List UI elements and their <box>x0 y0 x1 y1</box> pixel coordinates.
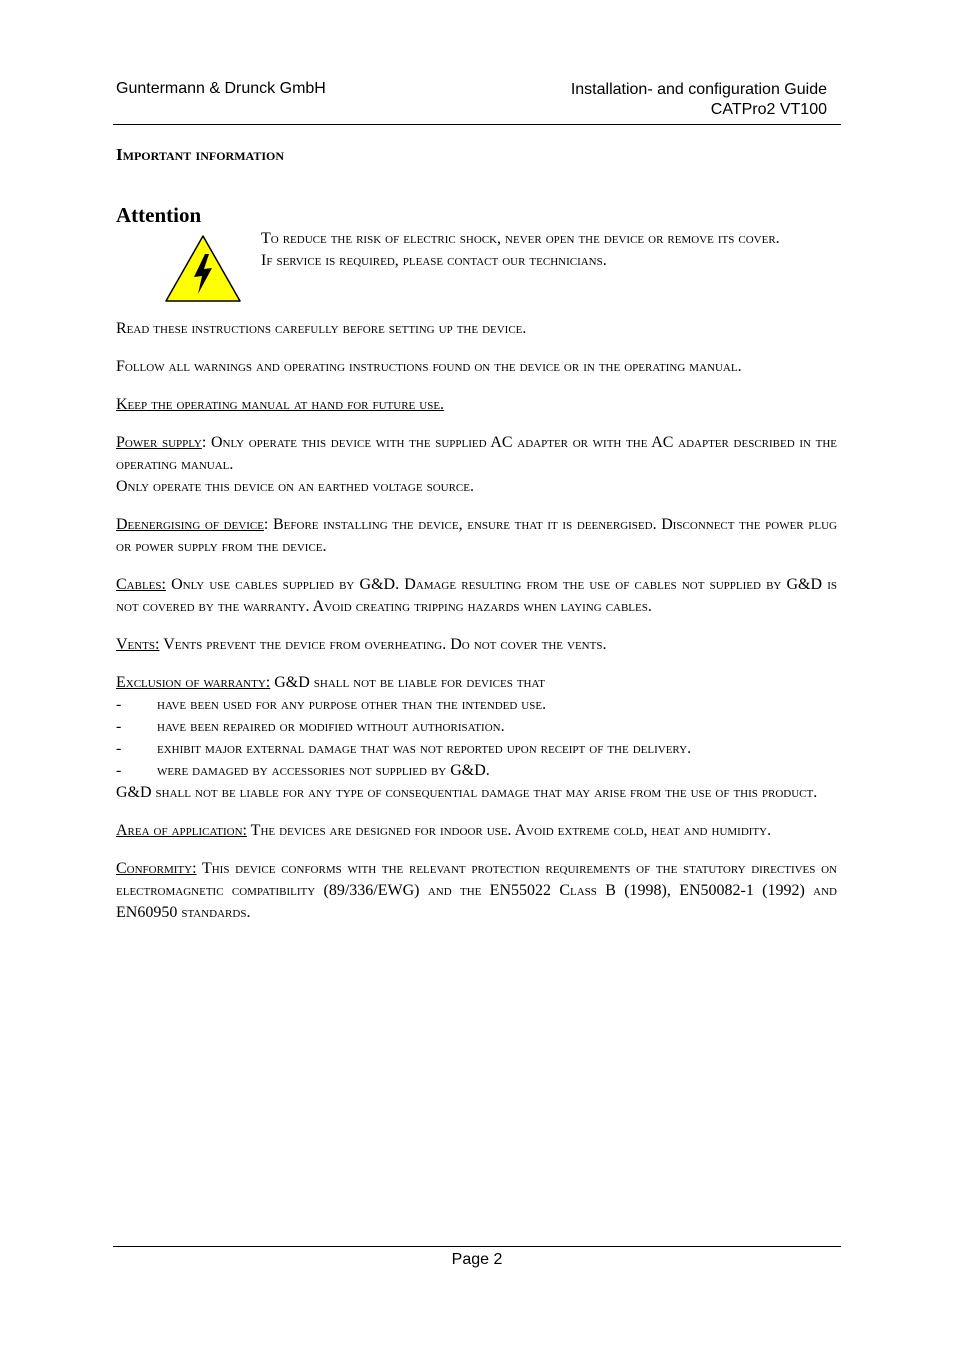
power-supply-label: Power supply <box>116 434 202 451</box>
header-doc-title: Installation- and configuration Guide <box>570 81 827 98</box>
footer-divider <box>113 1246 841 1247</box>
high-voltage-warning-icon <box>164 234 242 304</box>
attention-text <box>261 228 837 272</box>
page-number: Page 2 <box>451 1251 503 1268</box>
attention-line-2: If service is required, please contact our technicians. <box>261 252 607 269</box>
list-item: - exhibit major external damage that was not reported upon receipt of the delivery. <box>116 738 837 760</box>
cables-label: Cables: <box>116 576 166 593</box>
exclusion-list <box>116 694 837 782</box>
header-company: Guntermann & Drunck GmbH <box>116 80 326 97</box>
area-label: Area of application: <box>116 822 247 839</box>
list-item: - have been repaired or modified without authorisation. <box>116 716 837 738</box>
attention-line-1: To reduce the risk of electric shock, never open the device or remove its cover. <box>261 230 780 247</box>
page-content <box>116 144 837 940</box>
section-title: Important information <box>116 145 284 164</box>
deenergising-label: Deenergising of device <box>116 516 264 533</box>
attention-heading: Attention <box>116 203 202 227</box>
paragraph-keep: Keep the operating manual at hand for future use. <box>116 396 445 413</box>
paragraph-vents <box>116 634 837 656</box>
paragraph-follow: Follow all warnings and operating instructions found on the device or in the operating manual. <box>116 358 742 375</box>
power-supply-text: : Only operate this device with the supplied AC adapter or with the AC adapter described in the operating manual. <box>116 434 838 473</box>
conformity-text: This device conforms with the relevant protection requirements of the statutory directives on electromagnetic compatibility (89/336/EWG) and the EN55022 Class B (1998), EN50082-1 (1992) and EN60950 standards. <box>116 860 837 921</box>
paragraph-area <box>116 820 837 842</box>
exclusion-label: Exclusion of warranty: <box>116 674 271 691</box>
exclusion-after: G&D shall not be liable for any type of consequential damage that may arise from the use of this product. <box>116 784 818 801</box>
paragraph-power-supply <box>116 432 837 498</box>
list-item: - were damaged by accessories not supplied by G&D. <box>116 760 837 782</box>
paragraph-cables <box>116 574 837 618</box>
list-item: - have been used for any purpose other than the intended use. <box>116 694 837 716</box>
header-product: CATPro2 VT100 <box>710 101 827 118</box>
attention-block <box>116 228 837 318</box>
area-text: The devices are designed for indoor use. Avoid extreme cold, heat and humidity. <box>246 822 772 839</box>
conformity-label: Conformity: <box>116 860 197 877</box>
vents-label: Vents: <box>116 636 160 653</box>
vents-text: Vents prevent the device from overheating. Do not cover the vents. <box>159 636 607 653</box>
header-right <box>571 80 827 120</box>
paragraph-deenergising <box>116 514 837 558</box>
cables-text: Only use cables supplied by G&D. Damage resulting from the use of cables not supplied by G&D is not covered by the warranty. Avoid creating tripping hazards when laying cables. <box>116 576 837 615</box>
power-supply-text-2: Only operate this device on an earthed voltage source. <box>116 478 474 495</box>
deenergising-text: : Before installing the device, ensure that it is deenergised. Disconnect the power plug or power supply from the device. <box>116 516 837 555</box>
exclusion-text: G&D shall not be liable for devices that <box>270 674 545 691</box>
header-divider <box>113 124 841 125</box>
paragraph-exclusion <box>116 672 837 804</box>
paragraph-read: Read these instructions carefully before setting up the device. <box>116 320 527 337</box>
paragraph-conformity <box>116 858 837 924</box>
